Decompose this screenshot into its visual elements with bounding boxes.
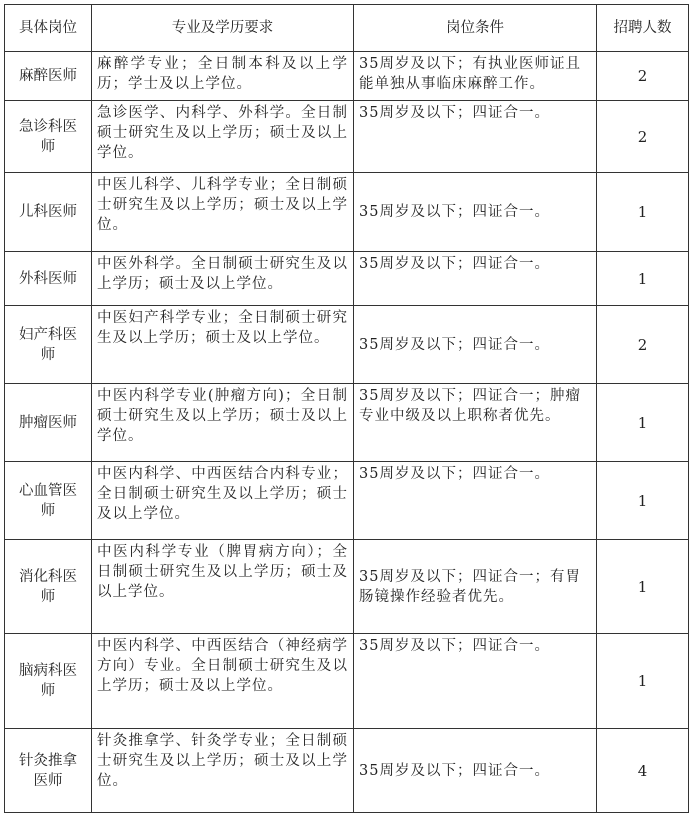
table-row — [5, 634, 689, 729]
table-row — [5, 384, 689, 462]
table-row — [5, 101, 689, 173]
table-row — [5, 306, 689, 384]
header-count: 招聘人数 — [597, 5, 689, 52]
count-cell: 2 — [597, 306, 689, 384]
condition-cell: 35周岁及以下；有执业医师证且能单独从事临床麻醉工作。 — [354, 52, 597, 101]
post-cell: 麻醉医师 — [5, 52, 92, 101]
condition-cell: 35周岁及以下；四证合一。 — [354, 729, 597, 813]
count-cell: 1 — [597, 462, 689, 540]
post-cell: 妇产科医师 — [5, 306, 92, 384]
table-row — [5, 173, 689, 252]
post-cell: 儿科医师 — [5, 173, 92, 252]
count-cell: 1 — [597, 634, 689, 729]
table-row — [5, 252, 689, 306]
condition-cell: 35周岁及以下；四证合一；有胃肠镜操作经验者优先。 — [354, 540, 597, 634]
table-row — [5, 52, 689, 101]
table-row — [5, 729, 689, 813]
condition-cell: 35周岁及以下；四证合一。 — [354, 306, 597, 384]
post-cell: 急诊科医师 — [5, 101, 92, 173]
header-post: 具体岗位 — [5, 5, 92, 52]
count-cell: 1 — [597, 384, 689, 462]
requirement-cell: 中医内科学、中西医结合内科专业；全日制硕士研究生及以上学历；硕士及以上学位。 — [92, 462, 354, 540]
requirement-cell: 麻醉学专业；全日制本科及以上学历；学士及以上学位。 — [92, 52, 354, 101]
header-row — [5, 5, 689, 52]
condition-cell: 35周岁及以下；四证合一。 — [354, 101, 597, 173]
count-cell: 1 — [597, 173, 689, 252]
post-cell: 心血管医师 — [5, 462, 92, 540]
count-cell: 1 — [597, 540, 689, 634]
requirement-cell: 中医内科学、中西医结合（神经病学方向）专业。全日制硕士研究生及以上学历；硕士及以上学位。 — [92, 634, 354, 729]
table-row — [5, 540, 689, 634]
condition-cell: 35周岁及以下；四证合一；肿瘤专业中级及以上职称者优先。 — [354, 384, 597, 462]
requirement-cell: 中医妇产科学专业；全日制硕士研究生及以上学历；硕士及以上学位。 — [92, 306, 354, 384]
requirement-cell: 中医内科学专业(肿瘤方向)；全日制硕士研究生及以上学历；硕士及以上学位。 — [92, 384, 354, 462]
table-row — [5, 462, 689, 540]
condition-cell: 35周岁及以下；四证合一。 — [354, 462, 597, 540]
post-cell: 消化科医师 — [5, 540, 92, 634]
post-cell: 脑病科医师 — [5, 634, 92, 729]
count-cell: 1 — [597, 252, 689, 306]
count-cell: 4 — [597, 729, 689, 813]
count-cell: 2 — [597, 52, 689, 101]
header-condition: 岗位条件 — [354, 5, 597, 52]
count-cell: 2 — [597, 101, 689, 173]
header-requirement: 专业及学历要求 — [92, 5, 354, 52]
post-cell: 肿瘤医师 — [5, 384, 92, 462]
post-cell: 外科医师 — [5, 252, 92, 306]
requirement-cell: 针灸推拿学、针灸学专业；全日制硕士研究生及以上学历；硕士及以上学位。 — [92, 729, 354, 813]
condition-cell: 35周岁及以下；四证合一。 — [354, 173, 597, 252]
requirement-cell: 中医内科学专业（脾胃病方向）；全日制硕士研究生及以上学历；硕士及以上学位。 — [92, 540, 354, 634]
requirement-cell: 中医儿科学、儿科学专业；全日制硕士研究生及以上学历；硕士及以上学位。 — [92, 173, 354, 252]
requirement-cell: 中医外科学。全日制硕士研究生及以上学历；硕士及以上学位。 — [92, 252, 354, 306]
condition-cell: 35周岁及以下；四证合一。 — [354, 252, 597, 306]
requirement-cell: 急诊医学、内科学、外科学。全日制硕士研究生及以上学历；硕士及以上学位。 — [92, 101, 354, 173]
recruitment-table — [4, 4, 689, 813]
post-cell: 针灸推拿医师 — [5, 729, 92, 813]
condition-cell: 35周岁及以下；四证合一。 — [354, 634, 597, 729]
